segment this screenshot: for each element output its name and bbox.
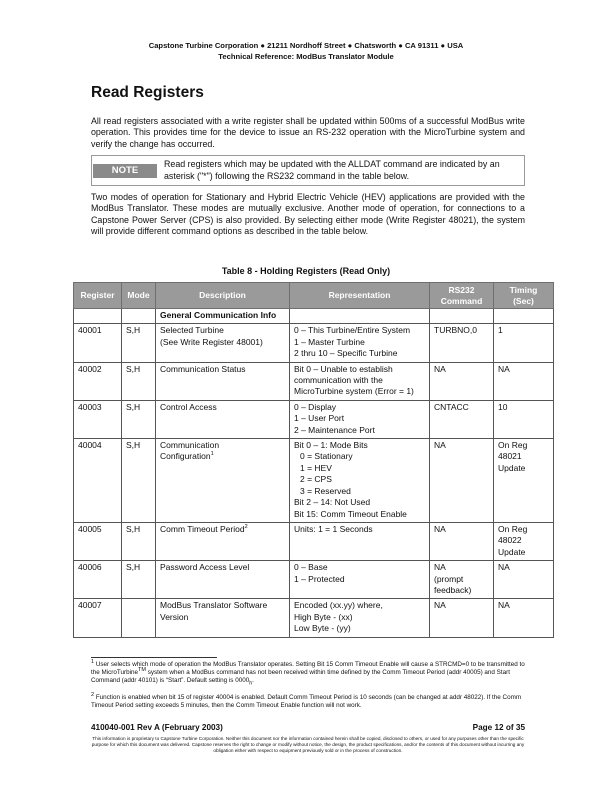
header-rs232-line1: RS232 [448,285,475,295]
footnote-ref: 2 [244,524,248,531]
cell-description: Comm Timeout Period$^2$ [156,522,290,560]
table-row [74,324,554,362]
cell-timing: On Reg 48022 Update [494,522,554,560]
cell-representation: Units: 1 = 1 Seconds [290,522,430,560]
cell-description: ModBus Translator Software Version [156,599,290,637]
cell-description: Selected Turbine (See Write Register 48001) [156,324,290,362]
note-box [91,155,525,186]
cell-register: 40007 [74,599,122,637]
cell-register: 40001 [74,324,122,362]
header-timing [494,283,554,309]
footnote-1: $^1$ User selects which mode of operation the ModBus Translator operates. Setting Bit 15 Comm Timeout Enable will cause a STRCMD=0 to be transmitted to the MicroTurbine™ system when a ModBus command has not been received within time defined by the Comm Timeout Period (addr 40005) and Start Command (addr 40101) is “Start”. Default setting is $0000_h$. [91,658,525,687]
cell-timing: 1 [494,324,554,362]
cell-timing: 10 [494,400,554,438]
modes-paragraph: Two modes of operation for Stationary and Hybrid Electric Vehicle (HEV) applications are provided with the ModBus Translator. These modes are mutually exclusive. Another mode of operation, for connections to a Capstone Power Server (CPS) is also provided. By selecting either mode (Write Register 48021), the system will provide different command options as described in the table below. [91,192,525,237]
cell-representation: 0 – Display 1 – User Port 2 – Maintenance Port [290,400,430,438]
footer-page-number: Page 12 of 35 [472,723,525,732]
table-row [74,561,554,599]
cell-timing: NA [494,362,554,400]
cell-register: 40006 [74,561,122,599]
header-document-title: Technical Reference: ModBus Translator Module [218,52,394,61]
footnote-2: $^2$ Function is enabled when bit 15 of register 40004 is enabled. Default Comm Timeout Period is 10 seconds (can be changed at addr 48022). If the Comm Timeout Period setting exceeds 5 minutes, then the Comm Timeout Enable function will not work. [91,691,522,710]
table-caption: Table 8 - Holding Registers (Read Only) [221,266,391,276]
header-mode: Mode [122,283,156,309]
cell-rs232: NA [430,522,494,560]
cell-timing: NA [494,599,554,637]
table-row [74,362,554,400]
cell-mode: S,H [122,561,156,599]
cell-timing: On Reg 48021 Update [494,439,554,523]
table-row [74,599,554,637]
cell-register: 40002 [74,362,122,400]
footnote-1-number: 1 [91,658,95,665]
header-company-line: Capstone Turbine Corporation ● 21211 Nordhoff Street ● Chatsworth ● CA 91311 ● USA [148,41,464,50]
cell-representation: 0 – Base 1 – Protected [290,561,430,599]
cell-mode: S,H [122,400,156,438]
section-title: Read Registers [91,84,204,101]
cell-representation: Bit 0 – Unable to establish communication with the MicroTurbine system (Error = 1) [290,362,430,400]
note-text: Read registers which may be updated with the ALLDAT command are indicated by an asterisk ("*") following the RS232 command in the table below. [164,159,500,181]
hex-subscript: h [249,680,253,687]
note-label: NOTE [93,164,157,178]
footnote-divider [91,657,217,658]
cell-register: 40005 [74,522,122,560]
header-representation: Representation [290,283,430,309]
cell-description: Password Access Level [156,561,290,599]
cell-representation: Encoded (xx.yy) where, High Byte - (xx) Low Byte - (yy) [290,599,430,637]
table-row [74,439,554,523]
intro-paragraph: All read registers associated with a write register shall be updated within 500ms of a successful ModBus write operation. This provides time for the device to issue an RS-232 operation with the MicroTurbine system and verify the change has occurred. [91,116,525,149]
cell-timing: NA [494,561,554,599]
cell-mode: S,H [122,362,156,400]
footer-document-number: 410040-001 Rev A (February 2003) [91,723,223,732]
trademark-mark: TM [138,667,146,673]
cell-mode: S,H [122,439,156,523]
table-header-row [74,283,554,309]
cell-description: Communication Status [156,362,290,400]
table-row [74,400,554,438]
cell-representation: 0 – This Turbine/Entire System 1 – Master Turbine 2 thru 10 – Specific Turbine [290,324,430,362]
section-label: General Communication Info [156,309,290,324]
cell-mode: S,H [122,522,156,560]
cell-register: 40003 [74,400,122,438]
holding-registers-table [73,282,554,638]
header-register: Register [74,283,122,309]
table-row [74,522,554,560]
footnote-ref: 1 [210,451,214,458]
cell-rs232: NA [430,362,494,400]
header-rs232-line2: Command [440,295,483,306]
cell-mode: S,H [122,324,156,362]
cell-rs232: CNTACC [430,400,494,438]
cell-rs232: NA (prompt feedback) [430,561,494,599]
header-rs232 [430,283,494,309]
cell-rs232: NA [430,439,494,523]
cell-rs232: TURBNO,0 [430,324,494,362]
section-row [74,309,554,324]
cell-representation: Bit 0 – 1: Mode Bits 0 = Stationary 1 = HEV 2 = CPS 3 = Reserved Bit 2 – 14: Not Used Bit 15: Comm Timeout Enable [290,439,430,523]
cell-rs232: NA [430,599,494,637]
header-timing-line2: (Sec) [513,295,534,306]
header-timing-line1: Timing [509,285,538,295]
footer-disclaimer: This information is proprietary to Capstone Turbine Corporation. Neither this document nor the information contained herein shall be copied, disclosed to others, or used for any purposes other than the specific purpose for which this document was delivered. Capstone reserves the right to change or modify without notice, the design, the product specifications, and/or the contents of this document without incurring any obligation either with respect to equipment previously sold or in the process of construction. [91,736,525,754]
footnote-2-number: 2 [91,691,95,698]
cell-description: Control Access [156,400,290,438]
header-description: Description [156,283,290,309]
cell-mode [122,599,156,637]
cell-description: Communication Configuration$^1$ [156,439,290,523]
cell-register: 40004 [74,439,122,523]
